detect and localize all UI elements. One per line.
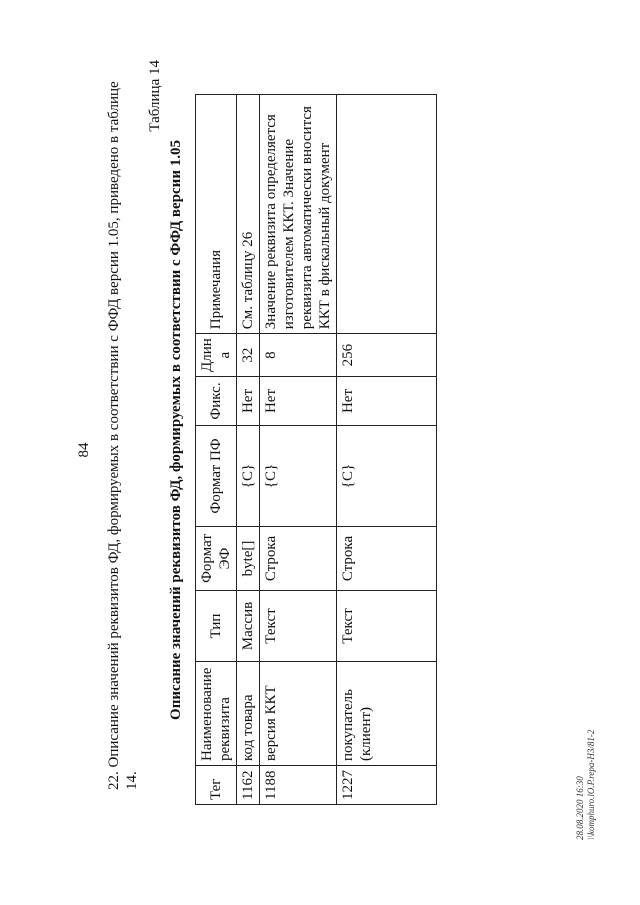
cell-fixed: Нет: [260, 377, 337, 426]
cell-length: 32: [237, 334, 260, 377]
header-length: Длин а: [196, 334, 237, 377]
cell-note: Значение реквизита определяется изготовителем ККТ. Значение реквизита автоматически вносится ККТ в фискальный документ: [260, 95, 337, 334]
cell-type: Текст: [337, 591, 437, 662]
cell-tag: 1188: [260, 766, 337, 805]
header-fixed: Фикс.: [196, 377, 237, 426]
requisites-table: [195, 94, 437, 805]
table-row: [260, 95, 337, 805]
header-format-ef: Формат ЭФ: [196, 527, 237, 591]
header-note: Примечания: [196, 95, 237, 334]
cell-note: [337, 95, 437, 334]
cell-format-pf: {С}: [260, 426, 337, 527]
cell-tag: 1162: [237, 766, 260, 805]
cell-name: код товара: [237, 662, 260, 766]
cell-length: 256: [337, 334, 437, 377]
table-row: [237, 95, 260, 805]
table-header-row: [196, 95, 237, 805]
cell-type: Массив: [237, 591, 260, 662]
table-label: Таблица 14: [147, 60, 163, 132]
cell-tag: 1227: [337, 766, 437, 805]
cell-length: 8: [260, 334, 337, 377]
cell-name: покупатель (клиент): [337, 662, 437, 766]
header-name: Наименование реквизита: [196, 662, 237, 766]
cell-fixed: Нет: [237, 377, 260, 426]
print-stamp: [575, 730, 597, 840]
intro-paragraph: 22. Описание значений реквизитов ФД, формируемых в соответствии с ФФД версии 1.05, приведено в таблице: [106, 81, 122, 790]
cell-format-ef: byte[]: [237, 527, 260, 591]
intro-continuation: 14.: [124, 771, 140, 790]
table-title: Описание значений реквизитов ФД, формируемых в соответствии с ФФД версии 1.05: [168, 140, 184, 720]
stamp-datetime: 28.08.2020 16:30: [575, 776, 585, 840]
cell-type: Текст: [260, 591, 337, 662]
table-row: [337, 95, 437, 805]
cell-fixed: Нет: [337, 377, 437, 426]
rotated-page: [70, 40, 630, 860]
stamp-path: \\komphuro.lO.P.repa-H3/81-2: [586, 729, 596, 840]
cell-note: См. таблицу 26: [237, 95, 260, 334]
cell-name: версия ККТ: [260, 662, 337, 766]
header-type: Тип: [196, 591, 237, 662]
header-tag: Тег: [196, 766, 237, 805]
cell-format-pf: {С}: [237, 426, 260, 527]
header-format-pf: Формат ПФ: [196, 426, 237, 527]
page-number: 84: [76, 442, 92, 458]
cell-format-ef: Строка: [337, 527, 437, 591]
cell-format-pf: {С}: [337, 426, 437, 527]
cell-format-ef: Строка: [260, 527, 337, 591]
